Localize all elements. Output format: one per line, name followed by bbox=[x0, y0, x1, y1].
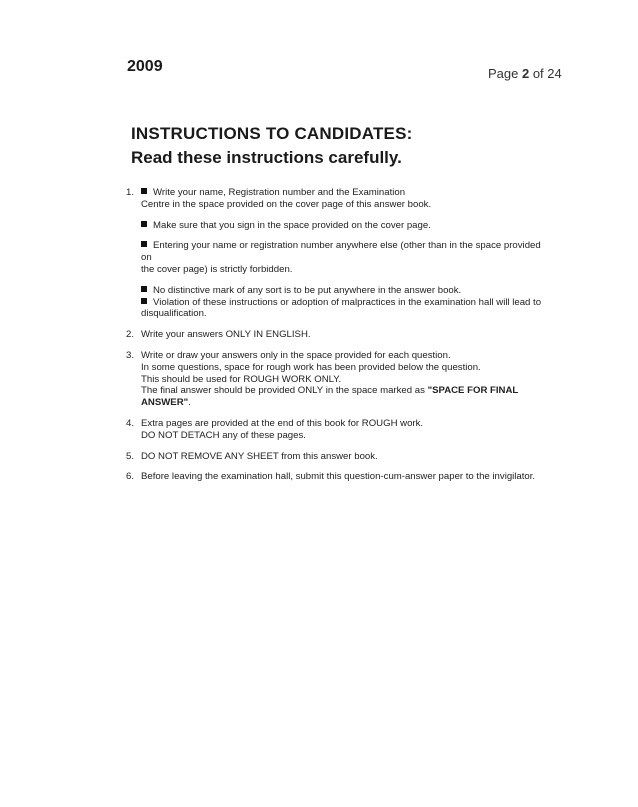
bullet-square-icon bbox=[141, 298, 147, 304]
bullet-square-icon bbox=[141, 241, 147, 247]
instruction-item-3 bbox=[126, 350, 546, 409]
instruction-text: This should be used for ROUGH WORK ONLY. bbox=[141, 373, 342, 385]
instructions-subheading: Read these instructions carefully. bbox=[131, 148, 402, 167]
instruction-number: 2. bbox=[126, 329, 135, 341]
bullet-text: Write your name, Registration number and the Examination bbox=[153, 187, 406, 198]
instruction-item-5 bbox=[126, 451, 546, 463]
bullet-1 bbox=[141, 187, 546, 211]
instruction-text: Before leaving the examination hall, submit this question-cum-answer paper to the invigilator. bbox=[141, 471, 536, 483]
instruction-number: 1. bbox=[126, 187, 135, 198]
bullet-square-icon bbox=[141, 188, 147, 194]
instruction-number: 6. bbox=[126, 471, 135, 483]
instructions-list bbox=[126, 187, 546, 483]
page-current: 2 bbox=[521, 66, 530, 81]
page-prefix: Page bbox=[488, 66, 522, 81]
instruction-item-2 bbox=[126, 329, 546, 341]
instruction-text: In some questions, space for rough work has been provided below the question. bbox=[141, 361, 481, 373]
instruction-text: Extra pages are provided at the end of this book for ROUGH work. bbox=[141, 417, 424, 429]
bullet-square-icon bbox=[141, 286, 147, 292]
page-number bbox=[488, 66, 562, 81]
instructions-heading: INSTRUCTIONS TO CANDIDATES: bbox=[131, 124, 413, 143]
instruction-text: DO NOT REMOVE ANY SHEET from this answer book. bbox=[141, 450, 378, 462]
instruction-item-4 bbox=[126, 418, 546, 442]
bullet-text: Centre in the space provided on the cover page of this answer book. bbox=[141, 198, 432, 210]
exam-year: 2009 bbox=[127, 58, 163, 75]
bullet-text: Make sure that you sign in the space provided on the cover page. bbox=[153, 219, 431, 231]
bullet-2 bbox=[141, 220, 546, 232]
bullet-5 bbox=[141, 297, 546, 321]
instruction-text: The final answer should be provided ONLY in the space marked as bbox=[141, 385, 428, 397]
instruction-text-final bbox=[141, 385, 546, 409]
bullet-text: the cover page) is strictly forbidden. bbox=[141, 263, 293, 275]
instruction-item-1 bbox=[126, 187, 546, 320]
bullet-text: No distinctive mark of any sort is to be put anywhere in the answer book. bbox=[153, 284, 462, 296]
instruction-text: Write your answers ONLY IN ENGLISH. bbox=[141, 329, 311, 341]
instruction-number: 5. bbox=[126, 450, 135, 462]
instruction-number: 4. bbox=[126, 417, 135, 429]
bullet-text: Violation of these instructions or adoption of malpractices in the examination hall will lead to bbox=[153, 296, 542, 308]
instruction-number: 3. bbox=[126, 349, 135, 361]
bullet-3 bbox=[141, 240, 546, 275]
page-suffix: of 24 bbox=[529, 66, 562, 81]
bullet-text: disqualification. bbox=[141, 308, 207, 320]
instruction-text: Write or draw your answers only in the space provided for each question. bbox=[141, 349, 451, 361]
bullet-text: Entering your name or registration number anywhere else (other than in the space provided on bbox=[141, 240, 541, 264]
instruction-item-6 bbox=[126, 471, 546, 483]
bullet-square-icon bbox=[141, 221, 147, 227]
final-answer-label: "SPACE FOR FINAL ANSWER" bbox=[141, 385, 519, 409]
instruction-text: DO NOT DETACH any of these pages. bbox=[141, 429, 306, 441]
bullet-4 bbox=[141, 285, 546, 297]
instruction-text-end: . bbox=[188, 397, 191, 409]
